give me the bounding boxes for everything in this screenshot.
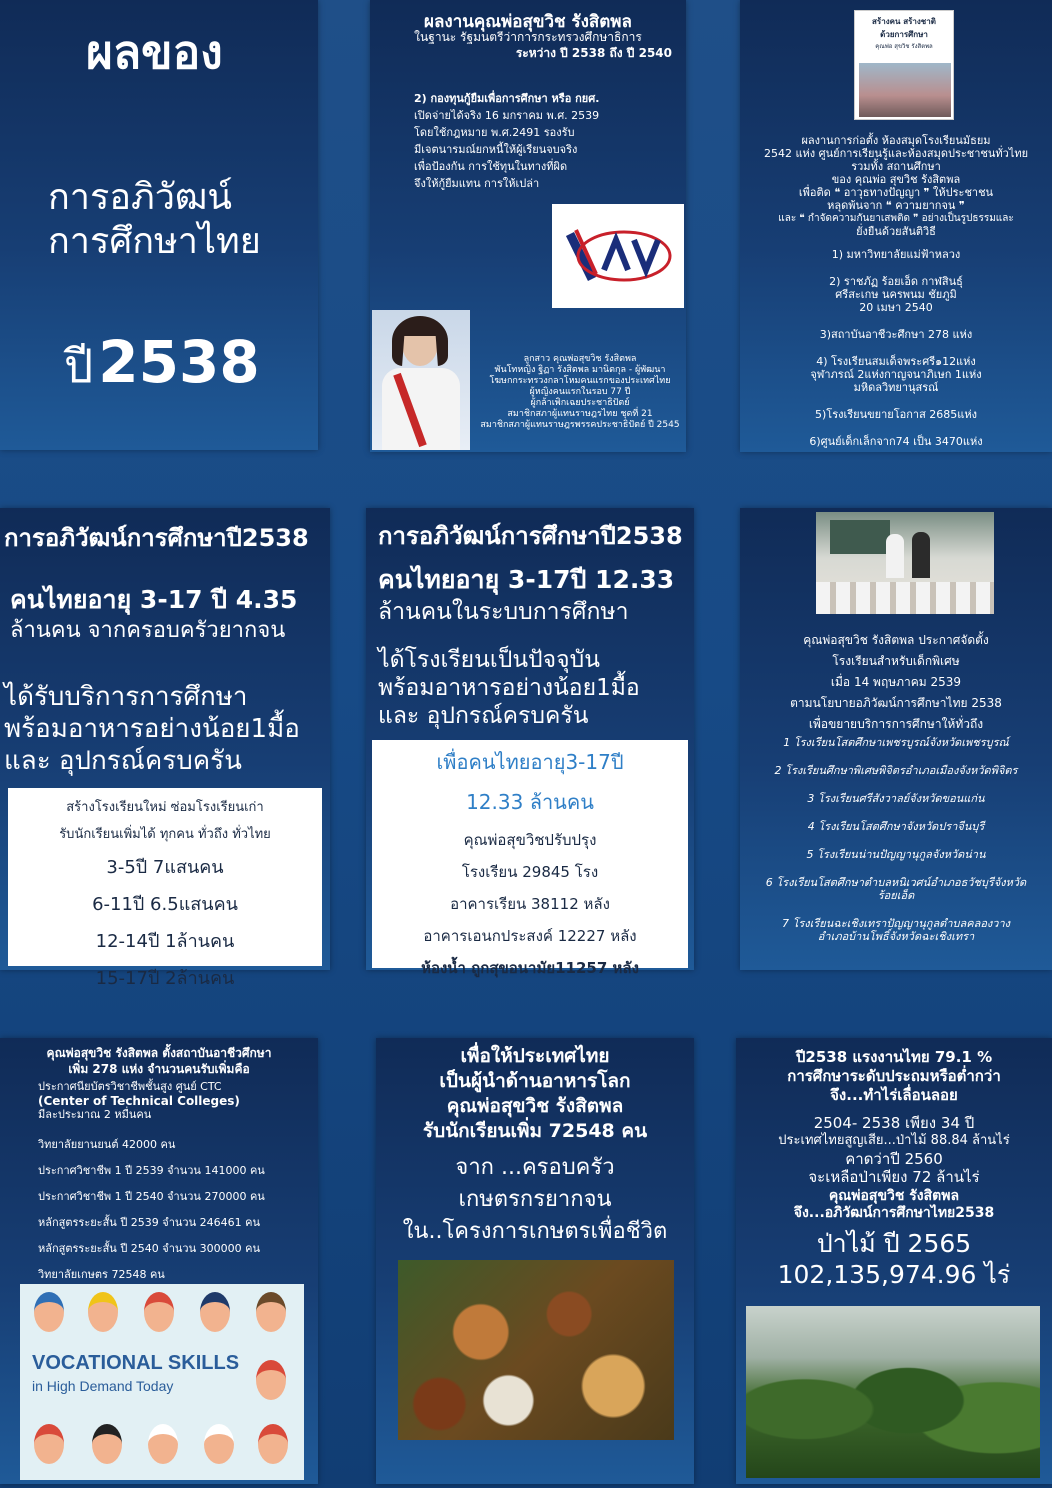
- panel7-title-2: เพิ่ม 278 แห่ง จำนวนคนรับเพิ่มคือ: [68, 1062, 250, 1076]
- list-item: 4 โรงเรียนโสตศึกษาจังหวัดปราจีนบุรี: [807, 820, 985, 833]
- body-line: เพื่อติด ❝ อาวุธทางปัญญา ❞ ให้ประชาชน: [798, 186, 994, 199]
- title-text: ผลของ: [86, 25, 223, 79]
- worker-icon: [258, 1424, 288, 1464]
- box-line: 3-5ปี 7แสนคน: [106, 857, 224, 878]
- food-line: จาก ...ครอบครัว: [455, 1155, 615, 1180]
- panel9-lines: [736, 1048, 1052, 1105]
- worker-icon: [256, 1360, 286, 1400]
- box-line: คุณพ่อสุขวิชปรับปรุง: [463, 831, 597, 849]
- caption-line: ลูกสาว คุณพ่อสุขวิช รังสิตพล: [523, 354, 637, 364]
- panel-libraries: [740, 0, 1052, 452]
- box-line: โรงเรียน 29845 โรง: [461, 863, 599, 881]
- worker-icon: [256, 1292, 286, 1332]
- panel-food-leader: [376, 1038, 694, 1484]
- body-line: ของ คุณพ่อ สุขวิช รังสิตพล: [831, 173, 961, 186]
- year-value: 2538: [98, 328, 260, 396]
- box-line: 6-11ปี 6.5แสนคน: [92, 894, 238, 915]
- panel4-title: การอภิวัฒน์การศึกษาปี2538: [4, 524, 309, 552]
- caption-line: โฆษกกระทรวงกลาโหมคนแรกของประเทศไทย: [489, 376, 671, 386]
- book-title-1: สร้างคน สร้างชาติ: [872, 17, 936, 26]
- panel7-title-1: คุณพ่อสุขวิช รังสิตพล ตั้งสถาบันอาชีวศึกษา: [46, 1046, 272, 1060]
- body-line: โรงเรียนสำหรับเด็กพิเศษ: [832, 654, 960, 668]
- list-item: 20 เมษา 2540: [859, 301, 933, 314]
- book-cover: [854, 10, 954, 120]
- vocational-line: หลักสูตรระยะสั้น ปี 2539 จำนวน 246461 คน: [38, 1216, 260, 1229]
- panel2-subtitle-1: ในฐานะ รัฐมนตรีว่าการกระทรวงศึกษาธิการ: [414, 30, 642, 44]
- panel3-body: [740, 134, 1052, 238]
- panel5-line-3: ได้โรงเรียนเป็นปัจจุบัน: [378, 647, 600, 673]
- forest-line: การศึกษาระดับประถมหรือต่ำกว่า: [787, 1067, 1001, 1085]
- poster-title: VOCATIONAL SKILLS: [32, 1352, 240, 1374]
- heading-line-1: การอภิวัฒน์: [48, 177, 233, 218]
- classroom-photo: [816, 512, 994, 614]
- forest-line: คุณพ่อสุขวิช รังสิตพล: [828, 1188, 960, 1204]
- body-line: หลุดพ้นจาก ❝ ความยากจน ❞: [827, 199, 965, 212]
- panel6-items: [740, 736, 1052, 943]
- box-line: 12-14ปี 1ล้านคน: [95, 931, 235, 952]
- panel8-lines: [376, 1044, 694, 1144]
- food-line: เป็นผู้นำด้านอาหารโลก: [439, 1070, 631, 1092]
- panel9-lines-2: [736, 1114, 1052, 1186]
- body-line: และ ❝ กำจัดความกันยาเสพติด ❞ อย่างเป็นรูปธรรมและ: [778, 213, 1014, 224]
- panel5-line-1: คนไทยอายุ 3-17ปี 12.33: [378, 565, 675, 594]
- forest-line: 102,135,974.96 ไร่: [777, 1260, 1011, 1289]
- body-line: ยั่งยืนด้วยสันติวิธี: [856, 225, 936, 238]
- panel-poor-families: [0, 508, 330, 989]
- panel-title: [0, 0, 318, 450]
- caption-line: ผู้หญิงคนแรกในรอบ 77 ปี: [529, 387, 631, 397]
- panel7-lines: [38, 1080, 265, 1288]
- panel-forest: [736, 1038, 1052, 1484]
- panel4-stats-box: [8, 788, 322, 989]
- caption-line: สมาชิกสภาผู้แทนราษฎรไทย ชุดที่ 21: [507, 409, 653, 419]
- kyos-logo-icon: [552, 204, 684, 308]
- panel-school-system: [366, 508, 694, 977]
- portrait-caption: [480, 354, 680, 431]
- panel5-line-5: และ อุปกรณ์ครบครัน: [378, 703, 589, 729]
- food-line: รับนักเรียนเพิ่ม 72548 คน: [422, 1120, 648, 1142]
- list-item: 3)สถาบันอาชีวะศึกษา 278 แห่ง: [819, 328, 973, 341]
- body-line: เมื่อ 14 พฤษภาคม 2539: [830, 675, 962, 689]
- vocational-line: ประกาศวิชาชีพ 1 ปี 2539 จำนวน 141000 คน: [38, 1164, 265, 1177]
- panel9-lines-3: [736, 1188, 1052, 1222]
- list-item: 5 โรงเรียนน่านปัญญานุกูลจังหวัดน่าน: [806, 848, 986, 861]
- worker-icon: [34, 1424, 64, 1464]
- panel-vocational: [0, 1038, 318, 1484]
- worker-icon: [88, 1292, 118, 1332]
- vocational-line: วิทยาลัยยานยนต์ 42000 คน: [38, 1138, 176, 1151]
- forest-line: ป่าไม้ ปี 2565: [816, 1229, 972, 1258]
- panel2-title: ผลงานคุณพ่อสุขวิช รังสิตพล: [424, 12, 632, 32]
- panel5-title: การอภิวัฒน์การศึกษาปี2538: [378, 522, 683, 550]
- food-line: ใน..โครงการเกษตรเพื่อชีวิต: [402, 1219, 668, 1244]
- forest-line: ประเทศไทยสูญเสีย...ป่าไม้ 88.84 ล้านไร่: [778, 1133, 1010, 1148]
- body-line: โดยใช้กฎหมาย พ.ศ.2491 รองรับ: [414, 126, 575, 139]
- food-line: เกษตรกรยากจน: [458, 1187, 612, 1212]
- list-item: 4) โรงเรียนสมเด็จพระศรี๑12แห่ง: [816, 355, 976, 368]
- list-item: 6 โรงเรียนโสตศึกษาตำบลหนิเวศน์อำเภอธวัชบุรีจังหวัด: [765, 876, 1027, 889]
- worker-icon: [92, 1424, 122, 1464]
- box-line: รับนักเรียนเพิ่มได้ ทุกคน ทั่วถึง ทั่วไทย: [59, 827, 271, 842]
- poster-subtitle: in High Demand Today: [32, 1378, 174, 1394]
- list-item: มหิดลวิทยานุสรณ์: [853, 381, 939, 394]
- list-item: 7 โรงเรียนฉะเชิงเทราปัญญานุกูลตำบลคลองวาง: [781, 917, 1011, 930]
- worker-icon: [34, 1292, 64, 1332]
- panel4-line-1: คนไทยอายุ 3-17 ปี 4.35: [10, 585, 298, 614]
- food-line: เพื่อให้ประเทศไทย: [460, 1045, 610, 1067]
- panel8-lines-2: [376, 1152, 694, 1248]
- vocational-line: มีละประมาณ 2 หมื่นคน: [38, 1108, 152, 1121]
- list-item: อำเภอบ้านโพธิ์จังหวัดฉะเชิงเทรา: [817, 930, 975, 943]
- list-item: จุฬาภรณ์ 2แห่งกาญจนาภิเษก 1แห่ง: [810, 368, 982, 381]
- vocational-line: วิทยาลัยเกษตร 72548 คน: [38, 1268, 165, 1281]
- box-line: สร้างโรงเรียนใหม่ ซ่อมโรงเรียนเก่า: [66, 800, 264, 815]
- worker-icon: [204, 1424, 234, 1464]
- vocational-line: ประกาศวิชาชีพ 1 ปี 2540 จำนวน 270000 คน: [38, 1190, 265, 1203]
- worker-icon: [148, 1424, 178, 1464]
- box-line: เพื่อคนไทยอายุ3-17ปี: [436, 750, 624, 774]
- panel4-line-5: และ อุปกรณ์ครบครัน: [4, 746, 242, 776]
- forest-line: จึง...ทำไร่เลื่อนลอย: [830, 1086, 958, 1104]
- list-item: 3 โรงเรียนศรีสังวาลย์จังหวัดขอนแก่น: [807, 792, 985, 805]
- box-line: อาคารเรียน 38112 หลัง: [450, 895, 610, 913]
- body-line: เปิดจ่ายได้จริง 16 มกราคม พ.ศ. 2539: [414, 109, 600, 122]
- panel6-body: [740, 630, 1052, 735]
- box-line: ห้องน้ำ ถูกสุขอนามัย11257 หลัง: [421, 959, 639, 977]
- list-item: 5)โรงเรียนขยายโอกาส 2685แห่ง: [815, 408, 977, 421]
- book-author: คุณพ่อ สุขวิช รังสิตพล: [875, 43, 933, 50]
- forest-line: จึง...อภิวัฒน์การศึกษาไทย2538: [793, 1205, 995, 1221]
- body-line: คุณพ่อสุขวิช รังสิตพล ประกาศจัดตั้ง: [803, 633, 989, 647]
- vocational-line: (Center of Technical Colleges): [38, 1094, 240, 1108]
- box-line: 15-17ปี 2ล้านคน: [95, 968, 235, 989]
- panel5-stats-box: [372, 740, 688, 977]
- worker-icon: [200, 1292, 230, 1332]
- vocational-line: หลักสูตรระยะสั้น ปี 2540 จำนวน 300000 คน: [38, 1242, 260, 1255]
- list-item: ร้อยเอ็ด: [877, 889, 915, 902]
- body-line: ตามนโยบายอภิวัฒน์การศึกษาไทย 2538: [790, 696, 1002, 710]
- forest-photo: [746, 1306, 1040, 1478]
- panel9-lines-4: [736, 1228, 1052, 1290]
- vocational-line: ประกาศนียบัตรวิชาชีพชั้นสูง ศูนย์ CTC: [38, 1080, 222, 1093]
- panel5-line-4: พร้อมอาหารอย่างน้อย1มื้อ: [378, 675, 640, 701]
- list-item: 1) มหาวิทยาลัยแม่ฟ้าหลวง: [831, 248, 961, 261]
- food-photo: [398, 1260, 674, 1440]
- vocational-poster: [20, 1284, 304, 1480]
- year-prefix: ปี: [64, 339, 94, 393]
- forest-line: ปี2538 แรงงานไทย 79.1 %: [795, 1048, 993, 1066]
- panel2-subtitle-2: ระหว่าง ปี 2538 ถึง ปี 2540: [515, 46, 672, 60]
- box-line: อาคารเอนกประสงค์ 12227 หลัง: [423, 927, 637, 945]
- list-item: 1 โรงเรียนโสตศึกษาเพชรบูรณ์จังหวัดเพชรบูรณ์: [783, 736, 1009, 749]
- worker-icon: [144, 1292, 174, 1332]
- body-line: ผลงานการก่อตั้ง ห้องสมุดโรงเรียนมัธยม: [801, 134, 991, 147]
- panel4-line-2: ล้านคน จากครอบครัวยากจน: [10, 618, 286, 643]
- list-item: 2) ราชภัฏ ร้อยเอ็ด กาฬสินธุ์: [829, 275, 963, 288]
- list-item: 6)ศูนย์เด็กเล็กจาก74 เป็น 3470แห่ง: [809, 435, 983, 448]
- body-line: เพื่อขยายบริการการศึกษาให้ทั่วถึง: [808, 717, 984, 731]
- caption-line: สมาชิกสภาผู้แทนราษฎรพรรคประชาธิปัตย์ ปี 2545: [480, 420, 680, 430]
- panel4-line-4: พร้อมอาหารอย่างน้อย1มื้อ: [4, 714, 300, 744]
- panel2-body: [414, 90, 599, 192]
- heading-line-2: การศึกษาไทย: [48, 221, 261, 262]
- caption-line: ผู้กล้าเพิกเฉยประชาธิปัตย์: [530, 398, 630, 408]
- body-line: 2542 แห่ง ศูนย์การเรียนรู้และห้องสมุดประชาชนทั่วไทย: [763, 147, 1029, 160]
- portrait-photo: [372, 310, 470, 450]
- body-line: เพื่อป้องกัน การใช้ทุนในทางที่ผิด: [414, 160, 568, 173]
- panel-special-schools: [740, 508, 1052, 970]
- book-photo: [859, 63, 951, 117]
- book-title-2: ด้วยการศึกษา: [880, 30, 928, 39]
- panel4-line-3: ได้รับบริการการศึกษา: [4, 682, 248, 712]
- forest-line: 2504- 2538 เพียง 34 ปี: [813, 1114, 975, 1132]
- year-row: [64, 328, 260, 403]
- body-line: มีเจตนารมณ์ยกหนี้ให้ผู้เรียนจบจริง: [414, 143, 578, 156]
- list-item: 2 โรงเรียนศึกษาพิเศษพิจิตรอำเภอเมืองจังหวัดพิจิตร: [774, 764, 1018, 777]
- caption-line: พันโทหญิง ฐิฏา รังสิตพล มานิตกุล - ผู้พัฒนา: [494, 365, 666, 375]
- body-line: จึงให้กู้ยืมแทน การให้เปล่า: [414, 177, 540, 190]
- panel5-line-2: ล้านคนในระบบการศึกษา: [378, 599, 629, 625]
- forest-line: คาดว่าปี 2560: [845, 1150, 943, 1168]
- panel3-items: [740, 248, 1052, 448]
- box-line: 12.33 ล้านคน: [466, 790, 594, 814]
- list-item: ศรีสะเกษ นครพนม ชัยภูมิ: [835, 288, 957, 301]
- kyos-logo: [552, 204, 684, 308]
- body-line: รวมทั้ง สถานศึกษา: [851, 160, 941, 173]
- panel-student-loan: [370, 0, 686, 452]
- forest-line: จะเหลือป่าเพียง 72 ล้านไร่: [808, 1168, 980, 1186]
- food-line: คุณพ่อสุขวิช รังสิตพล: [446, 1095, 624, 1117]
- body-line: 2) กองทุนกู้ยืมเพื่อการศึกษา หรือ กยศ.: [414, 92, 600, 105]
